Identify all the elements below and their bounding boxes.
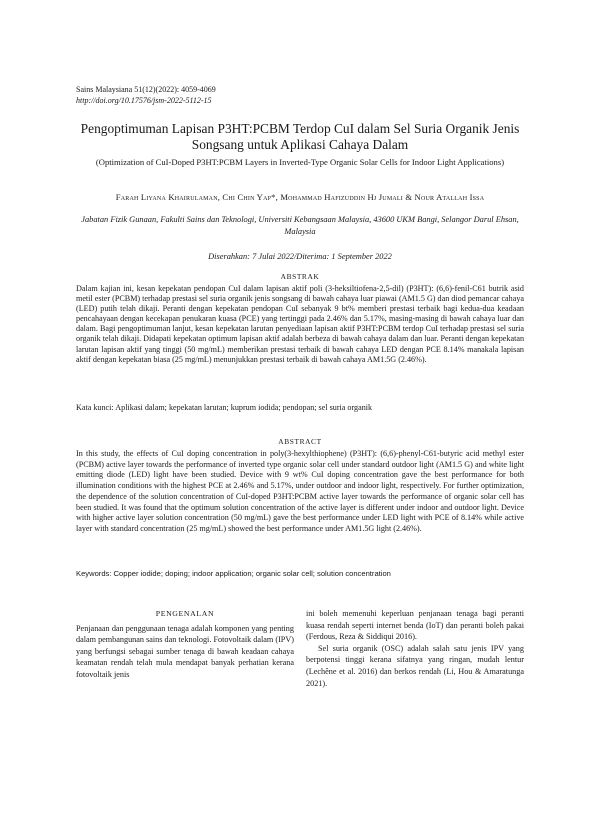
intro-left-column: [76, 608, 294, 681]
intro-right-column: [306, 608, 524, 689]
abstract-keywords: Keywords: Copper iodide; doping; indoor application; organic solar cell; solution concentration: [76, 569, 391, 578]
abstrak-keywords: Kata kunci: Aplikasi dalam; kepekatan larutan; kuprum iodida; pendopan; sel suria organik: [76, 403, 373, 412]
title-malay: Pengoptimuman Lapisan P3HT:PCBM Terdop CuI dalam Sel Suria Organik Jenis Songsang untuk Aplikasi Cahaya Dalam: [80, 121, 520, 152]
intro-paragraph-2: Sel suria organik (OSC) adalah salah satu jenis IPV yang berpotensi tinggi kerana sifatnya yang ringan, mudah lentur (Lechêne et al. 2016) dan berkos rendah (Li, Hou & Amaratunga 2021).: [306, 643, 524, 688]
intro-paragraph-1-cont: ini boleh memenuhi keperluan penjanaan tenaga bagi peranti kuasa rendah seperti internet benda (IoT) dan peranti boleh pakai (Ferdous, Reza & Siddiqui 2016).: [306, 609, 524, 642]
intro-paragraph-1: Penjanaan dan penggunaan tenaga adalah komponen yang penting dalam pembangunan sains dan teknologi. Fotovoltaik dalam (IPV) yang berfungsi sebagai sumber tenaga di bawah keadaan cahaya keamatan rendah telah mula mendapat banyak perhatian kerana fotovoltaik jenis: [76, 623, 294, 679]
journal-citation: Sains Malaysiana 51(12)(2022): 4059-4069: [76, 85, 216, 94]
abstrak-text: Dalam kajian ini, kesan kepekatan pendopan CuI dalam lapisan aktif poli (3-heksiltiofena-2,5-dil) (P3HT): (6,6)-fenil-C61 butrik asid metil ester (PCBM) terhadap prestasi sel suria organik jenis songsang di bawah cahaya luar piawai (AM1.5 G) dan diod pemancar cahaya (LED) putih telah dikaji. Peranti dengan kepekatan pendopan CuI sebanyak 9 bt% memberi prestasi terbaik bagi kedua-dua keadaan pencahayaan dengan kecekapan penukaran kuasa (PCE) yang tertinggi pada 2.46% dan 5.17%, masing-masing di bawah cahaya luar dan dalam. Bagi pengoptimuman lanjut, kesan kepekatan larutan penyediaan lapisan aktif P3HT:PCBM terdop CuI terhadap prestasi sel suria organik telah dikaji. Didapati kepekatan optimum lapisan aktif adalah berbeza di bawah cahaya dalam dan luar. Peranti dengan kepekatan larutan lapisan aktif yang tinggi (50 mg/mL) memberikan prestasi terbaik di bawah cahaya LED dengan PCE 8.14% manakala lapisan aktif dengan kepekatan biasa (25 mg/mL) menunjukkan prestasi terbaik di bawah cahaya AM1.5G (2.46%).: [76, 284, 524, 364]
abstract-text: In this study, the effects of CuI doping concentration in poly(3-hexylthiophene) (P3HT): (6,6)-phenyl-C61-butyric acid methyl ester (PCBM) active layer towards the performance of inverted type organic solar cell under standard outdoor light (AM1.5 G) and white light emitting diode (LED) light have been studied. Device with 9 wt% CuI doping concentration gave the best performance for both illumination conditions with the highest PCE at 2.46% and 5.17%, under outdoor and indoor light, respectively. For further optimization, the dependence of the solution concentration of CuI-doped P3HT:PCBM active layer towards the performance of organic solar cell has been studied. It was found that the optimum solution concentration of the active layer is different under indoor and outdoor light. Device with higher active layer solution concentration (50 mg/mL) gave the best performance under LED light with PCE of 8.14% while active layer with standard concentration (25 mg/mL) showed the best performance under AM1.5G light (2.46%).: [76, 449, 524, 533]
doi-link[interactable]: http://doi.org/10.17576/jsm-2022-5112-15: [76, 96, 212, 105]
intro-heading: PENGENALAN: [155, 609, 215, 618]
journal-header: [76, 84, 216, 106]
title-english: (Optimization of CuI-Doped P3HT:PCBM Layers in Inverted-Type Organic Solar Cells for Indoor Light Applications): [95, 157, 505, 167]
abstrak-heading: ABSTRAK: [280, 272, 320, 281]
author-list: Farah Liyana Khairulaman, Chi Chin Yap*, Mohammad Hafizuddin Hj Jumali & Nour Atallah Issa: [115, 192, 485, 202]
abstract-heading: ABSTRACT: [278, 437, 322, 446]
submission-dates: Diserahkan: 7 Julai 2022/Diterima: 1 September 2022: [208, 252, 392, 261]
affiliation: Jabatan Fizik Gunaan, Fakulti Sains dan Teknologi, Universiti Kebangsaan Malaysia, 43600 UKM Bangi, Selangor Darul Ehsan, Malaysia: [81, 215, 519, 236]
